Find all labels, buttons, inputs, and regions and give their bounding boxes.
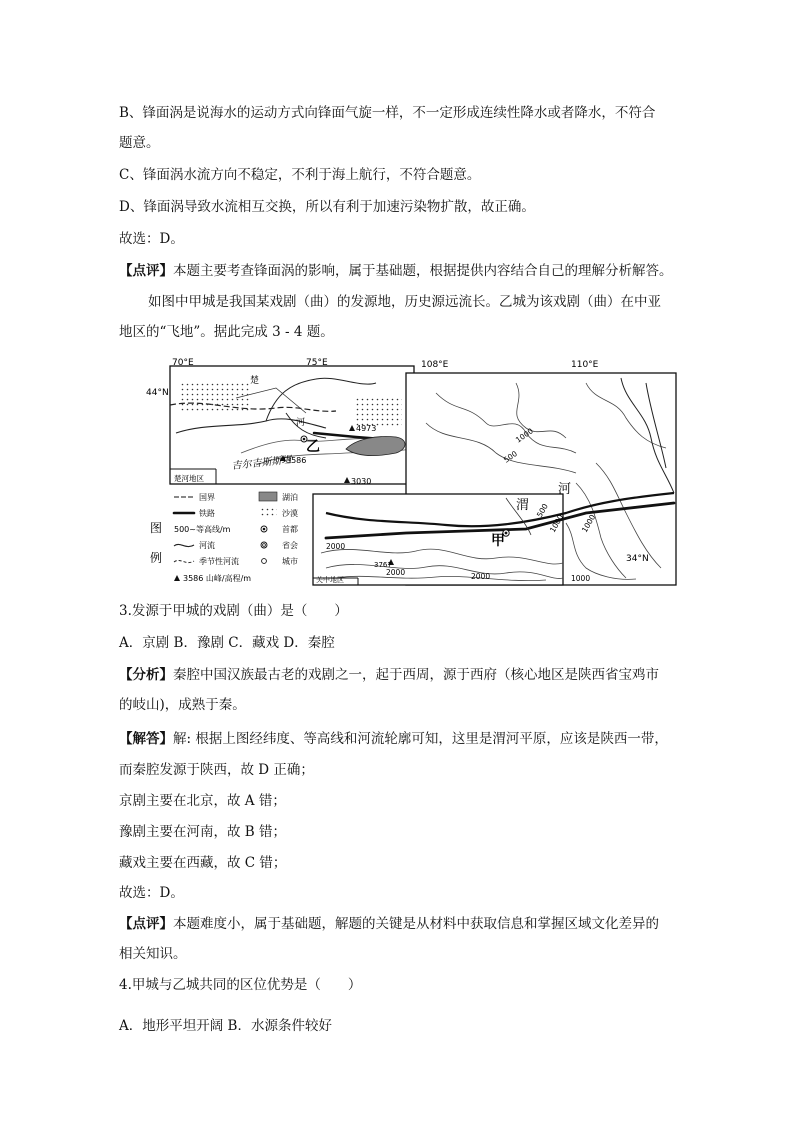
legend-peak: 3586 山峰/高程/m xyxy=(183,574,252,583)
inset-guanzhong-label: 关中地区 xyxy=(316,576,344,584)
question-3-options: A．京剧 B．豫剧 C．藏戏 D．秦腔 xyxy=(119,635,335,651)
contour-2000-b: 2000 xyxy=(386,568,406,577)
legend-desert: 沙漠 xyxy=(282,509,298,518)
wei-river-label: 渭 xyxy=(516,498,530,513)
comment-line: 【点评】本题难度小，属于基础题，解题的关键是从材料中获取信息和掌握区域文化差异的 xyxy=(119,916,659,932)
river-small-label: 河 xyxy=(296,418,306,428)
lat-34-label: 34°N xyxy=(626,554,649,564)
legend-seasonal-river: 季节性河流 xyxy=(199,557,239,566)
paragraph-line: 的岐山)，成熟于秦。 xyxy=(119,697,246,713)
peak-3030-label: 3030 xyxy=(351,477,372,486)
contour-1000-c: 1000 xyxy=(547,512,566,534)
inset-chu-river xyxy=(146,358,414,486)
legend-province-capital: 省会 xyxy=(282,541,298,550)
contour-1000-d: 1000 xyxy=(571,574,591,583)
paragraph-line: 豫剧主要在河南，故 B 错； xyxy=(119,824,287,840)
legend-railway: 铁路 xyxy=(199,509,215,518)
question-3: 3.发源于甲城的戏剧（曲）是（ ） xyxy=(119,603,348,619)
contour-500-a: 500 xyxy=(501,449,519,465)
legend-capital: 首都 xyxy=(282,525,298,534)
lon-70-label: 70°E xyxy=(172,358,194,368)
he-river-label: 河 xyxy=(558,482,572,497)
lon-110-label: 110°E xyxy=(571,360,599,370)
city-icon xyxy=(262,559,267,564)
paragraph-line: 京剧主要在北京，故 A 错； xyxy=(119,793,286,809)
city-jia-label: 甲 xyxy=(491,533,505,549)
contour-2000-c: 2000 xyxy=(471,572,491,581)
question-4-options: A．地形平坦开阔 B．水源条件较好 xyxy=(119,1018,332,1034)
paragraph-line: 故选：D。 xyxy=(119,885,184,901)
tag-label: 【分析】 xyxy=(119,667,173,683)
map-legend xyxy=(146,485,312,587)
desert-symbol xyxy=(259,508,277,517)
peak-4973-label: 4973 xyxy=(356,424,377,433)
legend-lake: 湖泊 xyxy=(282,493,298,502)
tag-label: 【点评】 xyxy=(119,263,173,279)
question-4: 4.甲城与乙城共同的区位优势是（ ） xyxy=(119,977,362,993)
region-map-figure xyxy=(146,353,679,588)
province-capital-icon xyxy=(261,542,267,548)
contour-1000-a: 1000 xyxy=(513,426,535,445)
paragraph-line: 题意。 xyxy=(119,135,160,151)
paragraph-line: 故选：D。 xyxy=(119,231,184,247)
paragraph-line: 藏戏主要在西藏，故 C 错； xyxy=(119,855,287,871)
lon-108-label: 108°E xyxy=(421,360,449,370)
legend-river: 河流 xyxy=(199,541,215,550)
tag-label: 【解答】 xyxy=(119,731,173,747)
comment-line: 【点评】本题主要考查锋面涡的影响，属于基础题，根据提供内容结合自己的理解分析解答。 xyxy=(119,263,673,279)
analysis-line: 【分析】秦腔中国汉族最古老的戏剧之一，起于西周，源于西府（核心地区是陕西省宝鸡市 xyxy=(119,667,659,683)
paragraph-line: 地区的“飞地”。据此完成 3 - 4 题。 xyxy=(119,324,334,340)
peak-3586-label: 3586 xyxy=(286,456,307,465)
lake-symbol xyxy=(259,492,277,501)
paragraph-line: C、锋面涡水流方向不稳定，不利于海上航行，不符合题意。 xyxy=(119,167,481,183)
paragraph-line: D、锋面涡导致水流相互交换，所以有利于加速污染物扩散，故正确。 xyxy=(119,199,535,215)
legend-border: 国界 xyxy=(199,493,215,502)
contour-2000-a: 2000 xyxy=(326,542,346,551)
contour-500-b: 500 xyxy=(534,502,550,519)
legend-contour: 500~等高线/m xyxy=(174,525,231,534)
inset-chu-label: 楚河地区 xyxy=(174,474,204,483)
mountain-label: 吉尔吉斯斯坦 xyxy=(231,454,292,472)
paragraph-line: 如图中甲城是我国某戏剧（曲）的发源地，历史源远流长。乙城为该戏剧（曲）在中亚 xyxy=(148,294,661,310)
tag-label: 【点评】 xyxy=(119,916,173,932)
paragraph-line: 而秦腔发源于陕西，故 D 正确； xyxy=(119,762,314,778)
legend-city: 城市 xyxy=(282,557,298,566)
city-yi-label: 乙 xyxy=(306,439,320,455)
contour-1000-b: 1000 xyxy=(579,512,598,534)
lat-44-label: 44°N xyxy=(146,388,169,398)
chu-label: 楚 xyxy=(250,376,260,386)
answer-line: 【解答】解: 根据上图经纬度、等高线和河流轮廓可知，这里是渭河平原，应该是陕西一带， xyxy=(119,731,668,747)
lon-75-label: 75°E xyxy=(306,358,328,368)
peak-3767-label: 3767 xyxy=(374,561,392,569)
legend-title-1: 图 xyxy=(150,521,163,535)
legend-title-2: 例 xyxy=(150,551,163,565)
paragraph-line: 相关知识。 xyxy=(119,946,187,962)
paragraph-line: B、锋面涡是说海水的运动方式向锋面气旋一样，不一定形成连续性降水或者降水，不符合 xyxy=(119,105,656,121)
